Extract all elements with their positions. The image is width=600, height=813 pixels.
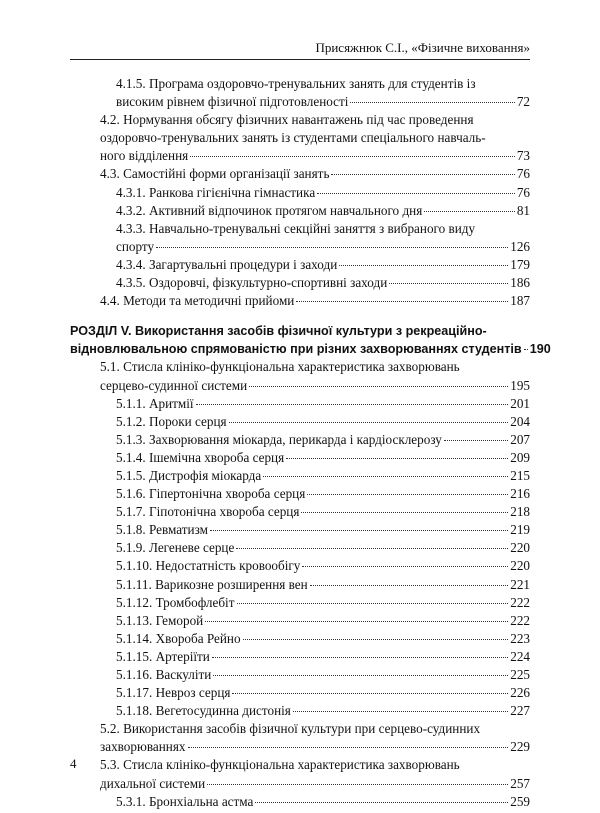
dot-leader	[213, 675, 508, 676]
dot-leader	[296, 301, 508, 302]
toc-entry	[70, 485, 530, 503]
dot-leader	[424, 211, 515, 212]
toc-entry-page: 201	[510, 395, 530, 411]
toc-entry	[70, 793, 530, 811]
dot-leader	[286, 458, 508, 459]
toc-entry-line	[116, 413, 530, 431]
toc-entry-page: 187	[510, 293, 530, 309]
toc-entry-title: оздоровчо-тренувальних занять із студентами спеціального навчаль-	[100, 130, 486, 146]
toc-entry-line	[116, 485, 530, 503]
toc-entry-line	[116, 431, 530, 449]
toc-entry-title: захворюваннях	[100, 739, 186, 755]
toc-entry-title: 4.3. Самостійні форми організації занять	[100, 166, 330, 182]
toc-entry-title: 5.2. Використання засобів фізичної культури при серцево-судинних	[100, 721, 481, 737]
toc-entry-page: 218	[510, 504, 530, 520]
dot-leader	[205, 621, 508, 622]
dot-leader	[317, 193, 515, 194]
toc-entry-line	[100, 358, 530, 376]
toc-entry-title: 5.1.11. Варикозне розширення вен	[116, 576, 308, 592]
toc-entry-line	[116, 467, 530, 485]
toc-entry-page: 221	[510, 576, 530, 592]
toc-entry	[70, 576, 530, 594]
toc-entry-page: 195	[510, 377, 530, 393]
toc-entry-line	[116, 256, 530, 274]
toc-entry-title: спорту	[116, 238, 155, 254]
dot-leader	[212, 657, 508, 658]
toc-entry-page: 257	[510, 775, 530, 791]
toc-entry-title: 5.1.17. Невроз серця	[116, 685, 231, 701]
section-gap	[70, 310, 530, 322]
toc-entry-line	[100, 775, 530, 793]
toc-entry-title: 4.1.5. Програма оздоровчо-тренувальних занять для студентів із	[116, 76, 476, 91]
toc-entry-title: 4.3.3. Навчально-тренувальні секційні заняття з вибраного виду	[116, 220, 476, 236]
toc-entry-page: 81	[516, 202, 530, 218]
toc-entry-page: 207	[510, 431, 530, 447]
toc-entry-line	[116, 503, 530, 521]
toc-entry-line	[116, 238, 530, 256]
toc-entry-line	[116, 612, 530, 630]
toc-entry-title: 5.3.1. Бронхіальна астма	[116, 793, 254, 809]
toc-entry-page: 76	[516, 184, 530, 200]
toc-entry-title: 4.3.2. Активний відпочинок протягом навчального дня	[116, 202, 423, 218]
toc-entry-line	[116, 557, 530, 575]
dot-leader	[263, 476, 508, 477]
toc-entry-title: 5.1.14. Хвороба Рейно	[116, 630, 241, 646]
toc-entry	[70, 202, 530, 220]
toc-entry-title: 5.1.13. Геморой	[116, 612, 204, 628]
toc-entry	[70, 557, 530, 575]
toc-entry-title: 4.3.1. Ранкова гігієнічна гімнастика	[116, 184, 316, 200]
dot-leader	[207, 784, 508, 785]
toc-entry-line	[116, 220, 530, 238]
table-of-contents	[70, 75, 551, 811]
toc-entry-line	[116, 449, 530, 467]
toc-entry-title: 5.1.8. Ревматизм	[116, 522, 208, 538]
toc-entry-page: 226	[510, 685, 530, 701]
dot-leader	[196, 404, 509, 405]
toc-entry-page: 76	[516, 166, 530, 182]
toc-entry-title: 5.1.5. Дистрофія міокарда	[116, 467, 262, 483]
toc-entry-page: 209	[510, 449, 530, 465]
toc-entry	[70, 630, 530, 648]
toc-entry-title: 5.1.16. Васкуліти	[116, 667, 212, 682]
toc-entry	[70, 220, 530, 256]
toc-entry-page: 224	[510, 648, 530, 664]
toc-entry-title: 5.1.10. Недостатність кровообігу	[116, 558, 301, 574]
toc-entry-page: 227	[510, 703, 530, 719]
toc-entry-title: дихальної системи	[100, 775, 206, 791]
toc-entry	[70, 666, 530, 684]
running-header	[70, 40, 530, 60]
toc-entry	[70, 521, 530, 539]
dot-leader	[229, 422, 509, 423]
toc-entry	[70, 539, 530, 557]
toc-entry-title: 5.1.6. Гіпертонічна хвороба серця	[116, 486, 306, 502]
dot-leader	[243, 639, 509, 640]
toc-entry	[70, 684, 530, 702]
toc-entry-page: 219	[510, 522, 530, 538]
toc-entry	[70, 449, 530, 467]
toc-entry	[70, 274, 530, 292]
toc-entry	[70, 165, 530, 183]
toc-entry-title: 5.1.18. Вегетосудинна дистонія	[116, 703, 291, 719]
toc-entry-page: 215	[510, 467, 530, 483]
toc-entry-page: 216	[510, 486, 530, 502]
toc-entry	[70, 292, 530, 310]
toc-entry-title: відновлювальною спрямованістю при різних захворюваннях студентів	[70, 342, 522, 357]
toc-entry-line	[100, 147, 530, 165]
toc-entry	[70, 756, 530, 792]
toc-chapter-4-entries	[70, 75, 530, 310]
page-number: 4	[70, 756, 77, 771]
toc-entry-title: 5.1.15. Артеріїти	[116, 648, 210, 664]
toc-entry-page: 190	[529, 342, 551, 357]
toc-entry-line	[100, 377, 530, 395]
dot-leader	[331, 174, 514, 175]
toc-entry-line	[100, 129, 530, 147]
toc-entry-title: ного відділення	[100, 148, 189, 164]
toc-entry	[70, 256, 530, 274]
toc-entry-line	[100, 292, 530, 310]
dot-leader	[232, 693, 508, 694]
toc-entry	[70, 413, 530, 431]
toc-entry-line	[70, 340, 551, 358]
toc-entry-title: 5.1.4. Ішемічна хвороба серця	[116, 449, 285, 465]
toc-entry-line	[116, 93, 530, 111]
dot-leader	[293, 711, 508, 712]
toc-entry-page: 222	[510, 612, 530, 628]
toc-entry-title: 5.1.3. Захворювання міокарда, перикарда і кардіосклерозу	[116, 431, 442, 447]
toc-entry-title: 4.3.5. Оздоровчі, фізкультурно-спортивні заходи	[116, 275, 388, 291]
toc-entry-title: серцево-судинної системи	[100, 377, 248, 393]
toc-entry-page: 72	[516, 94, 530, 110]
dot-leader	[350, 102, 514, 103]
toc-entry-title: 5.1.1. Аритмії	[116, 395, 194, 411]
toc-entry-line	[100, 720, 530, 738]
toc-entry-page: 229	[510, 739, 530, 755]
toc-entry-line	[116, 202, 530, 220]
toc-entry-line	[116, 793, 530, 811]
toc-entry-title: РОЗДІЛ V. Використання засобів фізичної культури з рекреаційно-	[70, 324, 487, 339]
dot-leader	[236, 548, 508, 549]
toc-entry	[70, 612, 530, 630]
toc-entry-title: високим рівнем фізичної підготовленості	[116, 94, 349, 110]
running-title: Присяжнюк С.І., «Фізичне виховання»	[315, 40, 530, 55]
toc-entry-line	[116, 684, 530, 702]
toc-entry-title: 5.1.12. Тромбофлебіт	[116, 594, 235, 610]
dot-leader	[389, 283, 508, 284]
toc-entry-line	[116, 576, 530, 594]
toc-entry-line	[116, 648, 530, 666]
dot-leader	[237, 603, 509, 604]
toc-entry-page: 126	[510, 238, 530, 254]
toc-entry-page: 73	[516, 148, 530, 164]
toc-entry-line	[116, 702, 530, 720]
dot-leader	[210, 530, 508, 531]
dot-leader	[255, 802, 508, 803]
toc-entry-line	[116, 395, 530, 413]
toc-chapter-5-entries	[70, 358, 530, 810]
toc-entry-title: 5.1.9. Легеневе серце	[116, 540, 235, 556]
toc-entry	[70, 467, 530, 485]
toc-entry-line	[116, 539, 530, 557]
dot-leader	[339, 265, 508, 266]
toc-entry-page: 220	[510, 558, 530, 574]
dot-leader	[188, 747, 509, 748]
toc-entry-page: 259	[510, 793, 530, 809]
toc-entry-line	[116, 630, 530, 648]
toc-entry-title: 5.1.2. Пороки серця	[116, 413, 227, 429]
toc-entry	[70, 184, 530, 202]
toc-entry	[70, 431, 530, 449]
dot-leader	[524, 349, 528, 350]
toc-entry	[70, 322, 551, 358]
dot-leader	[307, 494, 508, 495]
toc-entry-line	[116, 594, 530, 612]
toc-entry-title: 4.4. Методи та методичні прийоми	[100, 293, 295, 309]
dot-leader	[156, 247, 508, 248]
toc-entry	[70, 720, 530, 756]
toc-entry-line	[100, 738, 530, 756]
toc-entry	[70, 594, 530, 612]
toc-entry-line	[100, 111, 530, 129]
toc-entry-page: 204	[510, 413, 530, 429]
toc-entry	[70, 395, 530, 413]
dot-leader	[310, 585, 509, 586]
toc-entry-page: 220	[510, 540, 530, 556]
toc-entry-title: 4.2. Нормування обсягу фізичних навантажень під час проведення	[100, 112, 474, 128]
toc-entry-page: 223	[510, 630, 530, 646]
toc-entry	[70, 702, 530, 720]
toc-entry-line	[100, 165, 530, 183]
dot-leader	[190, 156, 515, 157]
toc-entry-title: 4.3.4. Загартувальні процедури і заходи	[116, 256, 338, 272]
toc-entry-page: 179	[510, 256, 530, 272]
toc-entry	[70, 75, 530, 111]
toc-entry	[70, 503, 530, 521]
toc-entry-line	[116, 75, 530, 93]
toc-entry-page: 222	[510, 594, 530, 610]
toc-entry	[70, 648, 530, 666]
toc-entry-line	[70, 322, 530, 340]
toc-entry-title: 5.1.7. Гіпотонічна хвороба серця	[116, 504, 300, 520]
dot-leader	[249, 386, 508, 387]
toc-entry-title: 5.3. Стисла клініко-функціональна характеристика захворювань	[100, 757, 460, 773]
dot-leader	[301, 512, 508, 513]
toc-entry-line	[100, 756, 530, 774]
toc-entry	[70, 358, 530, 394]
toc-entry-line	[116, 521, 530, 539]
dot-leader	[444, 440, 508, 441]
toc-entry-line	[116, 184, 530, 202]
toc-entry-title: 5.1. Стисла клініко-функціональна характеристика захворювань	[100, 359, 460, 375]
dot-leader	[302, 566, 508, 567]
toc-entry	[70, 111, 530, 165]
toc-section-heading	[70, 322, 551, 358]
toc-entry-page: 225	[510, 667, 530, 682]
toc-entry-line	[116, 274, 530, 292]
toc-entry-page: 186	[510, 275, 530, 291]
toc-entry-line	[116, 666, 530, 684]
